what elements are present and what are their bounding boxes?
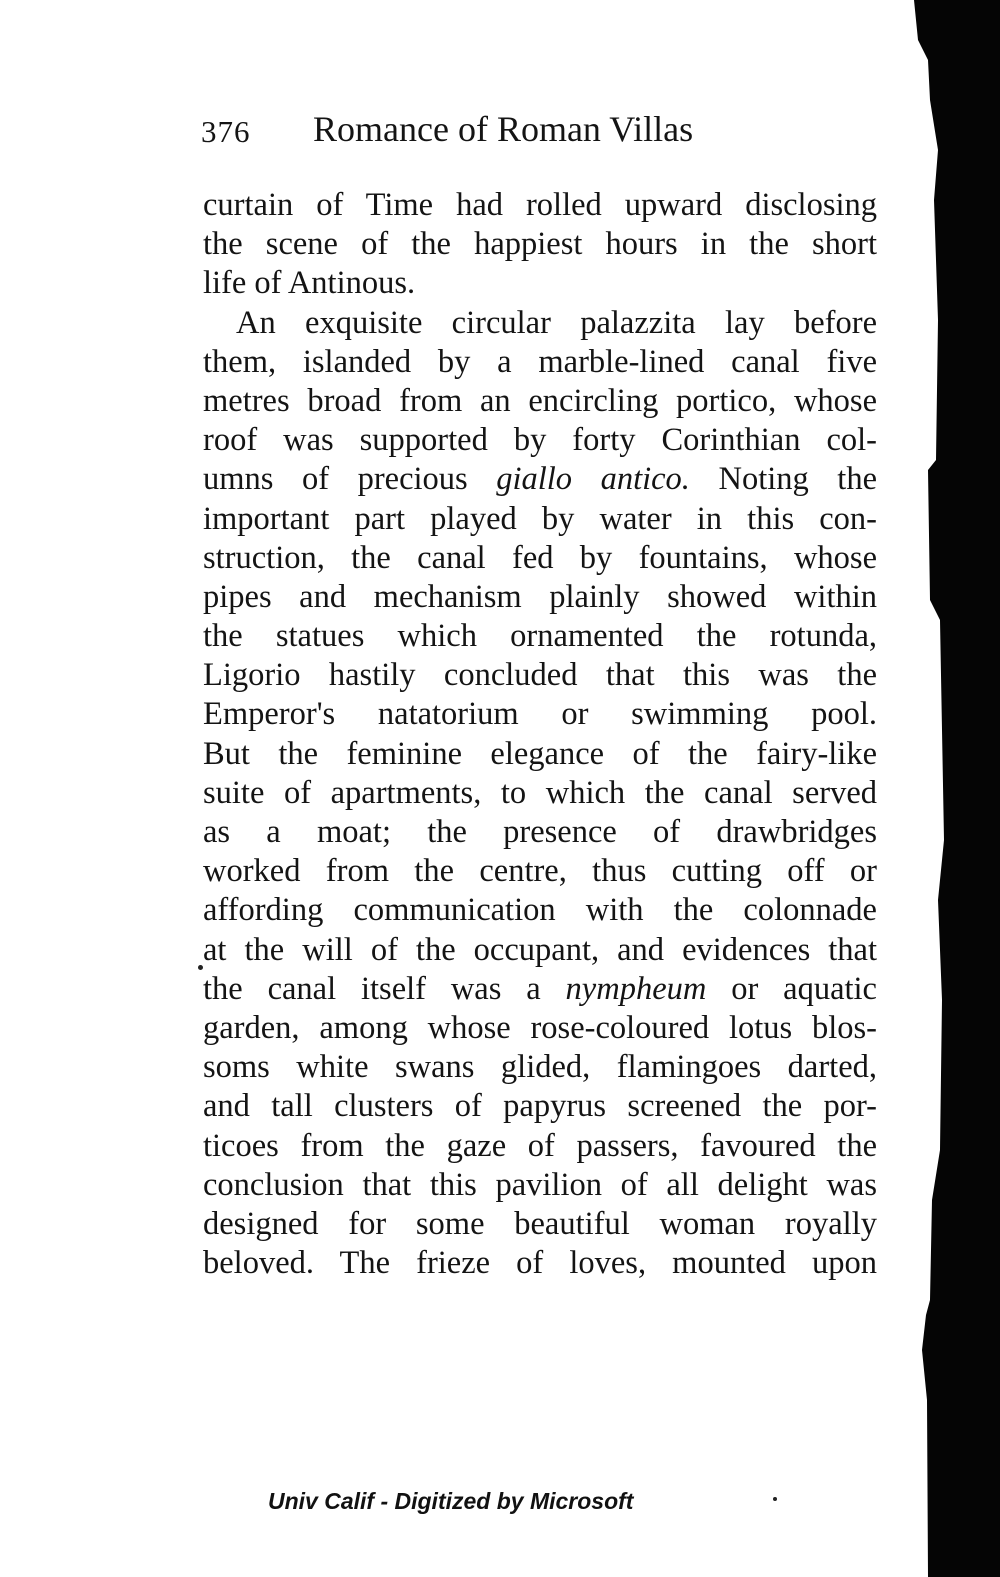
- text-line: and tall clusters of papyrus screened the por-: [203, 1088, 877, 1125]
- page-header: [201, 108, 881, 160]
- text-line: the scene of the happiest hours in the short: [203, 226, 877, 263]
- text-line: Ligorio hastily concluded that this was the: [203, 657, 877, 694]
- text-line: worked from the centre, thus cutting off or: [203, 853, 877, 890]
- text-line: affording communication with the colonnade: [203, 892, 877, 929]
- text-line: curtain of Time had rolled upward disclosing: [203, 187, 877, 223]
- text-line: struction, the canal fed by fountains, whose: [203, 539, 877, 576]
- scan-speck: [198, 965, 203, 970]
- text-line: life of Antinous.: [203, 265, 416, 302]
- text-run: umns of precious: [203, 461, 497, 498]
- text-line: garden, among whose rose-coloured lotus blos-: [203, 1009, 877, 1046]
- italic-phrase: nympheum: [565, 970, 707, 1007]
- text-line: ticoes from the gaze of passers, favoured the: [203, 1127, 877, 1164]
- text-run: or aquatic: [706, 970, 877, 1007]
- text-line: as a moat; the presence of drawbridges: [203, 814, 877, 850]
- text-line: pipes and mechanism plainly showed within: [203, 578, 877, 615]
- digitization-watermark: Univ Calif - Digitized by Microsoft: [268, 1488, 634, 1514]
- scan-speck: [773, 1497, 777, 1501]
- body-text: [203, 186, 877, 1283]
- text-line: designed for some beautiful woman royally: [203, 1205, 877, 1242]
- text-line: metres broad from an encircling portico, whose: [203, 382, 877, 419]
- text-run: Noting the: [689, 461, 877, 498]
- text-line: conclusion that this pavilion of all delight was: [203, 1166, 877, 1203]
- text-line: the statues which ornamented the rotunda,: [203, 618, 877, 655]
- running-title: Romance of Roman Villas: [313, 109, 694, 149]
- text-line: Emperor's natatorium or swimming pool.: [203, 696, 877, 733]
- italic-phrase: giallo antico.: [496, 461, 690, 498]
- text-line: at the will of the occupant, and evidences that: [203, 931, 877, 968]
- text-run: the canal itself was a: [203, 970, 566, 1007]
- text-line: An exquisite circular palazzita lay before: [236, 304, 877, 341]
- page-number: 376: [201, 114, 251, 149]
- text-line: suite of apartments, to which the canal served: [203, 774, 877, 811]
- text-line: [203, 460, 877, 499]
- text-line: roof was supported by forty Corinthian col-: [203, 422, 877, 459]
- scan-edge-shadow: [900, 0, 1000, 1577]
- text-line: [203, 970, 877, 1009]
- text-line: beloved. The frieze of loves, mounted upon: [203, 1245, 877, 1282]
- text-line: them, islanded by a marble-lined canal five: [203, 343, 877, 380]
- scan-edge-shape: [914, 0, 1000, 1577]
- text-line: But the feminine elegance of the fairy-like: [203, 735, 877, 772]
- text-line: soms white swans glided, flamingoes darted,: [203, 1049, 877, 1086]
- text-line: important part played by water in this con-: [203, 500, 877, 537]
